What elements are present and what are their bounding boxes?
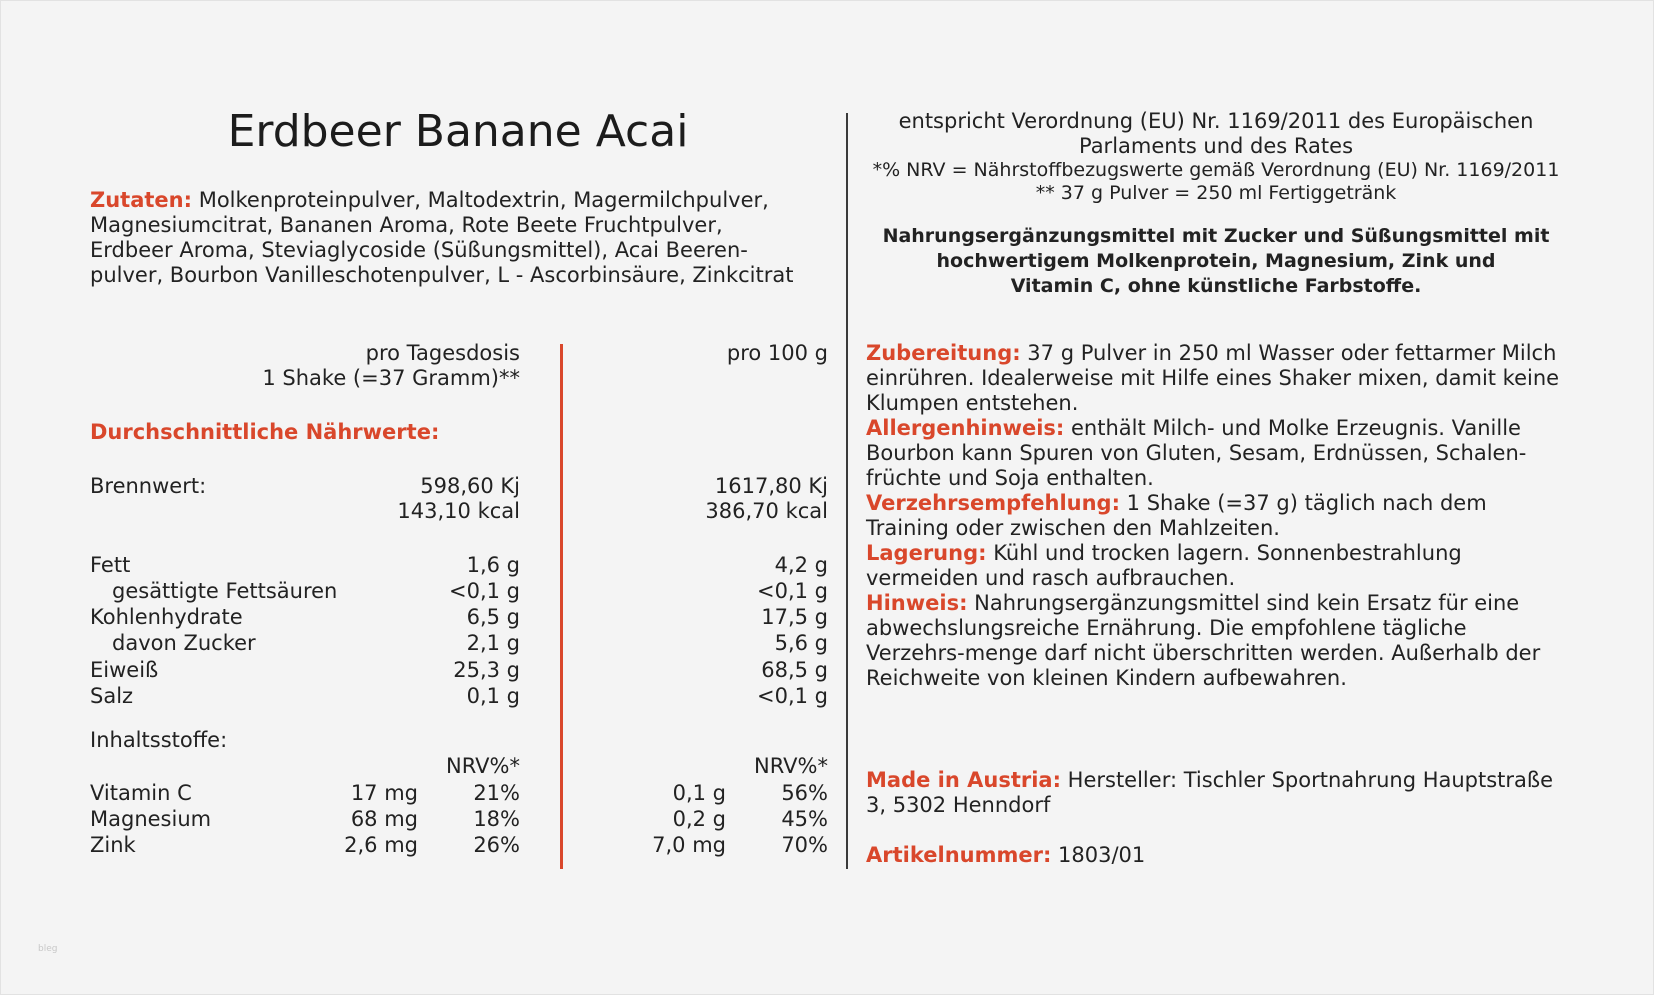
nutrition-row-label: Kohlenhydrate <box>90 605 243 629</box>
article-number <box>866 843 1145 868</box>
nutrition-row-100g: 4,2 g <box>774 553 828 577</box>
ingredients-line-1: Molkenproteinpulver, Maltodextrin, Magermilchpulver, <box>198 188 769 212</box>
micronutrient-100g-nrv: 56% <box>781 781 828 805</box>
nutrition-heading: Durchschnittliche Nährwerte: <box>90 420 440 444</box>
micronutrient-100g-nrv: 70% <box>781 833 828 857</box>
usage-label: Verzehrsempfehlung: <box>866 491 1120 515</box>
micronutrient-100g-nrv: 45% <box>781 807 828 831</box>
notice-text: Nahrungsergänzungsmittel sind kein Ersatz für eine abwechslungsreiche Ernährung. Die empfohlene tägliche Verzehrs-menge darf nicht überschritten werden. Außerhalb der Reichweite von kleinen Kindern aufbewahren. <box>866 591 1541 690</box>
energy-day-kcal: 143,10 kcal <box>397 499 520 523</box>
nutrition-row-day: <0,1 g <box>449 579 520 603</box>
made-in-label: Made in Austria: <box>866 768 1061 792</box>
micronutrient-label: Magnesium <box>90 807 212 831</box>
nutrition-row-100g: <0,1 g <box>757 684 828 708</box>
nutrition-row-day: 1,6 g <box>466 553 520 577</box>
micronutrient-day-amount: 17 mg <box>350 781 418 805</box>
ingredients-line-3: Erdbeer Aroma, Steviaglycoside (Süßungsmittel), Acai Beeren- <box>90 238 748 262</box>
supplement-note <box>866 224 1566 299</box>
nutrition-row-day: 25,3 g <box>453 658 520 682</box>
column-divider-accent <box>560 344 563 869</box>
ingredients-block <box>90 188 830 288</box>
usage-text: 1 Shake (=37 g) täglich nach dem Training oder zwischen den Mahlzeiten. <box>866 491 1487 540</box>
micronutrient-day-amount: 2,6 mg <box>344 833 418 857</box>
per-day-header-line-1: pro Tagesdosis <box>365 341 520 365</box>
micronutrients-heading: Inhaltsstoffe: <box>90 728 228 752</box>
panel-divider <box>846 113 848 869</box>
nutrition-row-100g: 68,5 g <box>761 658 828 682</box>
preparation-text: 37 g Pulver in 250 ml Wasser oder fettarmer Milch einrühren. Idealerweise mit Hilfe eines Shaker mixen, damit keine Klumpen entstehen. <box>866 341 1560 415</box>
storage-paragraph <box>866 541 1566 591</box>
micronutrient-day-nrv: 18% <box>473 807 520 831</box>
micronutrient-day-nrv: 26% <box>473 833 520 857</box>
allergen-label: Allergenhinweis: <box>866 416 1065 440</box>
manufacturer-text: Hersteller: Tischler Sportnahrung Hauptstraße 3, 5302 Henndorf <box>866 768 1554 817</box>
nutrition-row-label: davon Zucker <box>112 631 256 655</box>
per-100g-header: pro 100 g <box>726 341 828 365</box>
micronutrient-day-amount: 68 mg <box>350 807 418 831</box>
nutrition-row-label: Fett <box>90 553 131 577</box>
ingredients-line-4: pulver, Bourbon Vanilleschotenpulver, L - Ascorbinsäure, Zinkcitrat <box>90 263 794 287</box>
regulation-line-1: entspricht Verordnung (EU) Nr. 1169/2011 des Europäischen <box>898 109 1534 133</box>
allergen-text: enthält Milch- und Molke Erzeugnis. Vanille Bourbon kann Spuren von Gluten, Sesam, Erdnüssen, Schalen-früchte und Soja enthalten. <box>866 416 1527 490</box>
regulation-text <box>866 109 1566 159</box>
product-title: Erdbeer Banane Acai <box>227 106 689 157</box>
nutrition-row-label: gesättigte Fettsäuren <box>112 579 338 603</box>
ingredients-label: Zutaten: <box>90 188 193 212</box>
notice-paragraph <box>866 591 1566 691</box>
usage-paragraph <box>866 491 1566 541</box>
preparation-label: Zubereitung: <box>866 341 1021 365</box>
serving-footnote: ** 37 g Pulver = 250 ml Fertiggetränk <box>1035 182 1397 204</box>
per-day-header-line-2: 1 Shake (=37 Gramm)** <box>262 366 520 390</box>
nrv-header-day: NRV%* <box>446 754 520 778</box>
supplement-note-line-3: Vitamin C, ohne künstliche Farbstoffe. <box>1010 275 1422 297</box>
nutrition-row-100g: 17,5 g <box>761 605 828 629</box>
micronutrient-100g-amount: 0,1 g <box>672 781 726 805</box>
nutrition-row-day: 2,1 g <box>466 631 520 655</box>
nrv-footnote: *% NRV = Nährstoffbezugswerte gemäß Verordnung (EU) Nr. 1169/2011 <box>872 159 1560 181</box>
micronutrient-100g-amount: 7,0 mg <box>652 833 726 857</box>
article-number-value: 1803/01 <box>1051 843 1146 867</box>
allergen-paragraph <box>866 416 1566 491</box>
micronutrient-label: Vitamin C <box>90 781 192 805</box>
micronutrient-100g-amount: 0,2 g <box>672 807 726 831</box>
nutrition-row-day: 6,5 g <box>466 605 520 629</box>
energy-day-kj: 598,60 Kj <box>420 474 520 498</box>
nutrition-row-label: Eiweiß <box>90 658 159 682</box>
supplement-note-line-1: Nahrungsergänzungsmittel mit Zucker und Süßungsmittel mit <box>882 225 1550 247</box>
manufacturer-info <box>866 768 1566 818</box>
supplement-note-line-2: hochwertigem Molkenprotein, Magnesium, Zink und <box>936 250 1496 272</box>
energy-100g-kj: 1617,80 Kj <box>714 474 828 498</box>
nrv-header-100g: NRV%* <box>754 754 828 778</box>
article-number-label: Artikelnummer: <box>866 843 1052 867</box>
micronutrient-label: Zink <box>90 833 136 857</box>
preparation-paragraph <box>866 341 1566 416</box>
usage-info <box>866 341 1566 691</box>
regulation-line-2: Parlaments und des Rates <box>1078 134 1354 158</box>
nutrition-row-100g: 5,6 g <box>774 631 828 655</box>
storage-text: Kühl und trocken lagern. Sonnenbestrahlung vermeiden und rasch aufbrauchen. <box>866 541 1462 590</box>
nutrition-row-day: 0,1 g <box>466 684 520 708</box>
watermark: bleg <box>38 944 58 954</box>
notice-label: Hinweis: <box>866 591 968 615</box>
nutrition-row-100g: <0,1 g <box>757 579 828 603</box>
energy-100g-kcal: 386,70 kcal <box>705 499 828 523</box>
storage-label: Lagerung: <box>866 541 987 565</box>
nutrition-row-label: Salz <box>90 684 134 708</box>
ingredients-line-2: Magnesiumcitrat, Bananen Aroma, Rote Beete Fruchtpulver, <box>90 213 723 237</box>
micronutrient-day-nrv: 21% <box>473 781 520 805</box>
energy-label: Brennwert: <box>90 474 207 498</box>
